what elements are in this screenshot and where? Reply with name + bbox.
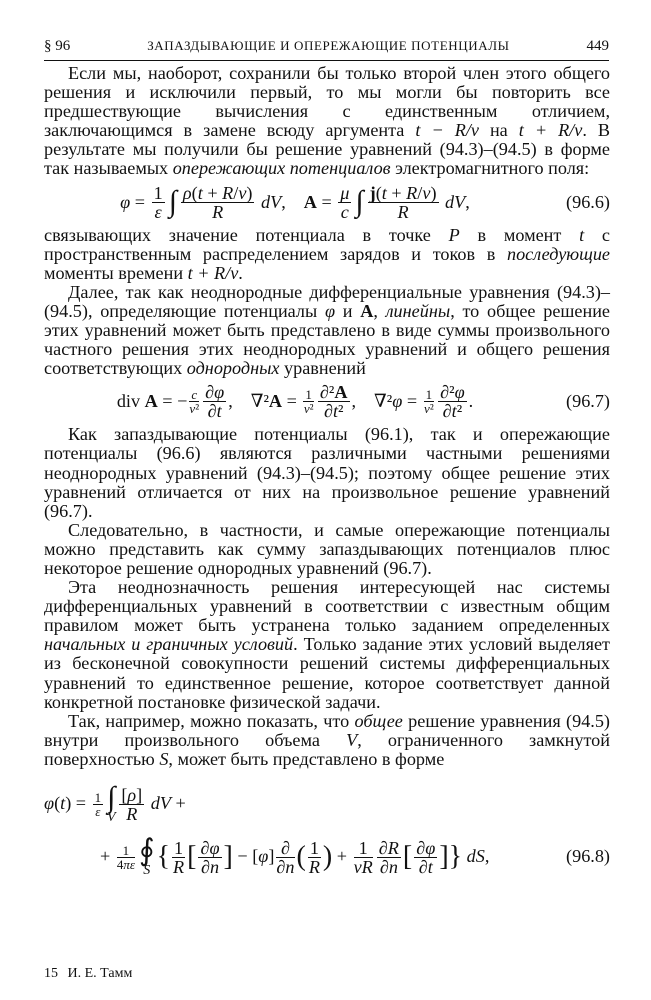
- p2-math-t: t: [579, 224, 585, 245]
- page-number: 449: [586, 38, 609, 54]
- section-number: § 96: [44, 38, 71, 54]
- p3-emphasis: линейны: [385, 300, 451, 321]
- p3-text-a: Далее, так как неоднородные дифференциальные уравнения (94.3)–(94.5), определяющие потенциалы: [44, 281, 610, 321]
- p6-emphasis: начальных и граничных условий: [44, 634, 294, 655]
- p6-text-a: Эта неоднозначность решения интересующей нас системы дифференциальных уравнений в соответствии с известным общим правилом может быть устранена только заданием определенных: [44, 577, 610, 636]
- p3-emphasis-2: однородных: [186, 358, 280, 379]
- author-name: И. Е. Тамм: [67, 966, 133, 981]
- p2-text-f: .: [238, 262, 243, 283]
- p1-math-arg1: t − R/v: [415, 120, 479, 141]
- page-body: [44, 64, 610, 882]
- p1-math-arg2: t + R/v: [518, 120, 583, 141]
- paragraph-2: [44, 226, 610, 283]
- p2-text-c: с пространственным распределением зарядов и токов в: [44, 224, 611, 264]
- paragraph-7: [44, 712, 610, 769]
- equation-96-7-body: div A = − $\frac{c}{\text{v²}}$ $\frac{\partial\varphi}{\partial t}$ , ∇² A = $\frac{1}{\text{v²}}$ $\frac{\text{∂²A}}{\text{∂t²}}$ , ∇² φ = $\frac{1}{\text{v²}}$ $\frac{\text{∂²φ}}{\text{∂t²}}$ .: [116, 382, 474, 422]
- p2-text-d: моменты времени: [44, 262, 188, 283]
- p7-text-d: , может быть представлено в форме: [168, 748, 445, 769]
- p2-text-a: связывающих значение потенциала в точке: [44, 224, 449, 245]
- running-title: ЗАПАЗДЫВАЮЩИЕ И ОПЕРЕЖАЮЩИЕ ПОТЕНЦИАЛЫ: [147, 38, 510, 53]
- p2-text-b: в момент: [459, 224, 580, 245]
- p7-math-S: S: [159, 748, 169, 769]
- p7-text-b: решение уравнения (94.5) внутри произвольного объема: [44, 710, 610, 750]
- equation-96-7: [44, 383, 610, 420]
- equation-number: (96.6): [566, 191, 610, 212]
- equation-96-8-line-2: [44, 834, 610, 878]
- p3-text-c: ,: [373, 300, 386, 321]
- equation-96-8: [44, 781, 610, 877]
- p1-text-a: Если мы, наоборот, сохранили бы только второй член этого общего решения и исключили первый, то мы могли бы повторить все предшествующие вычисления с единственным отличием, заключающимся в замене всюду аргумента: [44, 63, 610, 141]
- p1-text-mid: на: [478, 120, 519, 141]
- p1-text-c: электромагнитного поля:: [390, 158, 590, 179]
- p3-math-A: A: [360, 300, 374, 321]
- equation-number: (96.8): [566, 846, 610, 867]
- p7-emphasis: общее: [354, 710, 403, 731]
- p7-text-a: Так, например, можно показать, что: [68, 710, 355, 731]
- p3-math-phi: φ: [324, 300, 335, 321]
- paragraph-1: [44, 64, 610, 179]
- p2-emphasis: последующие: [506, 243, 610, 264]
- equation-96-6-body: φ = $\frac{1}{\varepsilon}$ ∫ $\frac{\rho(t + R/v)}{R}$ dV , A = $\frac{\mu}{c}$ ∫ $\frac{j(t + R/v)}{R}$ dV ,: [120, 182, 470, 222]
- p2-math-P: P: [448, 224, 460, 245]
- paragraph-6: [44, 578, 610, 712]
- equation-96-6: [44, 184, 610, 221]
- p1-emphasis: опережающих потенциалов: [172, 158, 391, 179]
- p7-math-V: V: [346, 729, 358, 750]
- p1-text-b: . В результате мы получили бы решение уравнений (94.3)–(94.5) в форме так называемых: [44, 120, 611, 179]
- paragraph-5: Следовательно, в частности, и самые опережающие потенциалы можно представить как сумму запаздывающих потенциалов плюс некоторое решение однородных уравнений (96.7).: [44, 519, 610, 578]
- p7-text-c: , ограниченного замкнутой поверхностью: [44, 729, 611, 769]
- p3-text-b: и: [335, 300, 361, 321]
- p2-math-e: t + R/v: [187, 262, 239, 283]
- equation-number: (96.7): [566, 391, 610, 412]
- running-header: [44, 38, 609, 61]
- p3-text-e: уравнений: [279, 358, 366, 379]
- paragraph-3: [44, 283, 610, 378]
- p6-text-b: . Только задание этих условий выделяет из бесконечной совокупности решений системы дифференциальных уравнений то единственное решение, которое соответствует данной конкретной постановке физической задачи.: [44, 634, 610, 712]
- paragraph-4: Как запаздывающие потенциалы (96.1), так и опережающие потенциалы (96.6) являются различными частными решениями неоднородных уравнений (94.3)–(94.5); поэтому общее решение этих уравнений отличается от них на произвольное решение уравнений (96.7).: [44, 424, 610, 521]
- equation-96-8-line-1: φ ( t ) = $\frac{1}{\varepsilon}$ ∫ V $\frac{[\rho]}{R}$ dV +: [44, 781, 186, 825]
- signature-footer: [44, 966, 132, 982]
- p3-text-d: , то общее решение этих уравнений может быть представлено в виде суммы произвольного частного решения этих неоднородных уравнений и общего решения соответствующих: [44, 300, 611, 379]
- signature-mark: 15: [44, 966, 58, 981]
- equation-96-8-body: + $\frac{1}{4\pi\varepsilon}$ ∮ S { $\frac{1}{R}$ [ $\frac{\partial\varphi}{\partial n}$ ] − [ φ ] $\frac{\partial}{\partial n}$ ( $\frac{1}{R}$ ) + $\frac{1}{vR}$ $\frac{\partial R}{\partial n}$ [ $\frac{\partial\varphi}{\partial t}$ ] } dS ,: [100, 834, 490, 878]
